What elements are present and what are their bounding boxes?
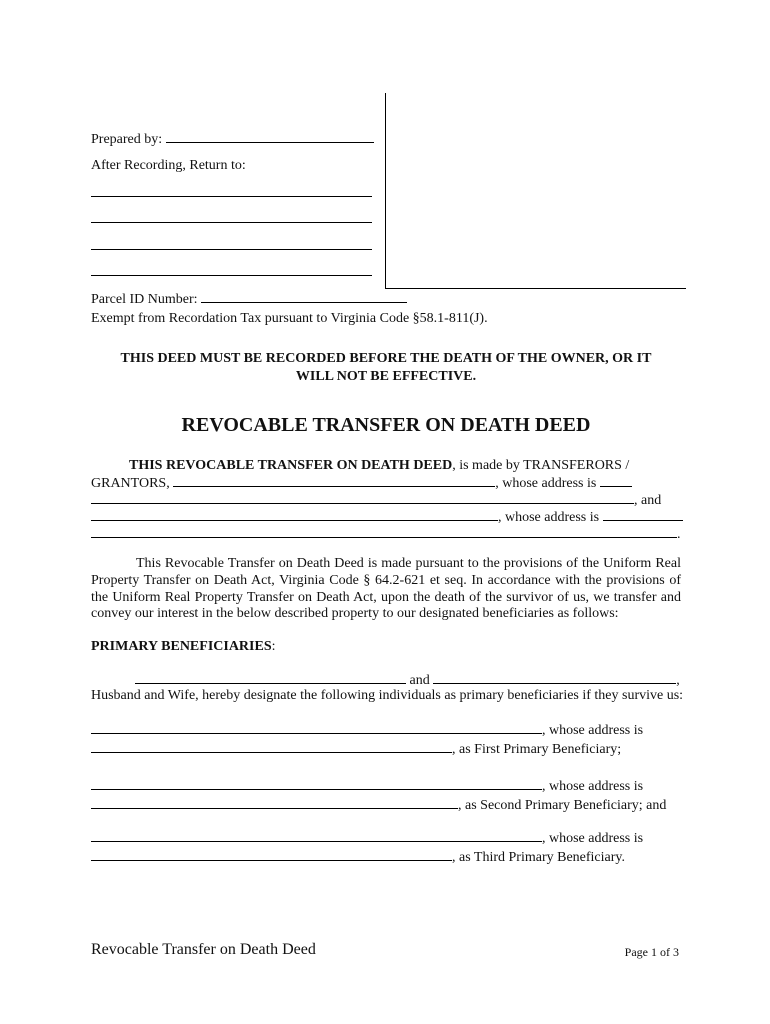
grantors-line-4 [91,508,683,526]
primary-beneficiaries-heading [91,638,276,655]
beneficiary-3-address-blank[interactable] [91,848,452,861]
beneficiary-2-role-line [91,796,666,814]
beneficiary-2-name-line [91,777,643,795]
grantors-and-text: , and [634,493,662,508]
grantors-line-5 [91,525,681,543]
parcel-id-label: Parcel ID Number: [91,292,198,307]
grantors-line-1 [129,457,629,474]
grantor-address-blank-1b[interactable] [91,491,634,504]
primary-heading-colon: : [271,639,276,654]
return-to-blank-3[interactable] [91,249,372,250]
beneficiary-3-name-blank[interactable] [91,829,542,842]
warning-line-1: THIS DEED MUST BE RECORDED BEFORE THE DEATH OF THE OWNER, OR IT [120,351,652,366]
return-to-label: After Recording, Return to: [91,158,246,173]
prepared-by-blank[interactable] [166,130,374,143]
grantor-address-blank-1a[interactable] [600,474,632,487]
statute-paragraph-text: This Revocable Transfer on Death Deed is made pursuant to the provisions of the Uniform Real Property Transfer on Death Act, Virginia Code § 64.2-621 et seq. In accordance with the provisions of the Uniform Real Property Transfer on Death Act, upon the death of the survivor of us, we transfer and convey our interest in the below described property to our designated beneficiaries as follows: [91,556,681,622]
grantors-label: GRANTORS, [91,476,170,491]
beneficiary-2-address-label: , whose address is [542,779,644,794]
beneficiary-3-name-line [91,829,643,847]
warning-line-2: WILL NOT BE EFFECTIVE. [295,369,477,384]
beneficiary-1-address-blank[interactable] [91,740,452,753]
return-to-blank-2[interactable] [91,222,372,223]
spouse-1-blank[interactable] [135,671,406,684]
spouses-comma: , [676,673,680,688]
grantor-address-label-2: , whose address is [498,510,600,525]
beneficiary-3-role-line [91,848,625,866]
footer-doc-name: Revocable Transfer on Death Deed [91,941,316,958]
grantor-address-blank-2a[interactable] [603,508,683,521]
footer-page-number: Page 1 of 3 [624,945,679,959]
spouses-and-text: and [409,673,430,688]
page-title: REVOCABLE TRANSFER ON DEATH DEED [181,414,591,436]
beneficiary-3-address-label: , whose address is [542,831,644,846]
parcel-id-blank[interactable] [201,290,407,303]
prepared-by-label: Prepared by: [91,132,163,147]
primary-heading-text: PRIMARY BENEFICIARIES [91,639,272,654]
recording-box-horizontal-rule [385,288,686,289]
beneficiary-2-name-blank[interactable] [91,777,542,790]
beneficiary-1-name-line [91,721,643,739]
prepared-by-line [91,130,374,148]
beneficiary-1-name-blank[interactable] [91,721,542,734]
beneficiary-2-role: , as Second Primary Beneficiary; and [458,798,667,813]
grantors-period: . [677,527,681,542]
beneficiary-1-role-line [91,740,621,758]
grantor-name-blank-2[interactable] [91,508,498,521]
return-to-blank-1[interactable] [91,196,372,197]
grantors-line-2 [91,474,632,492]
parcel-id-line [91,290,407,308]
recording-box-vertical-rule [385,93,386,289]
recording-warning [91,350,681,386]
exempt-text: Exempt from Recordation Tax pursuant to Virginia Code §58.1-811(J). [91,311,488,326]
return-to-blank-4[interactable] [91,275,372,276]
deed-name-bold: THIS REVOCABLE TRANSFER ON DEATH DEED [129,458,453,473]
grantor-address-blank-2b[interactable] [91,525,677,538]
beneficiary-2-address-blank[interactable] [91,796,458,809]
spouse-2-blank[interactable] [433,671,676,684]
grantor-address-label-1: , whose address is [495,476,597,491]
grantors-line-3 [91,491,661,509]
grantor-name-blank-1[interactable] [173,474,495,487]
beneficiary-1-role: , as First Primary Beneficiary; [452,742,622,757]
beneficiary-1-address-label: , whose address is [542,723,644,738]
designate-text: Husband and Wife, hereby designate the following individuals as primary beneficiaries if they survive us: [91,688,684,703]
made-by-text: , is made by TRANSFERORS / [452,458,630,473]
beneficiary-3-role: , as Third Primary Beneficiary. [452,850,626,865]
statute-paragraph [91,556,681,623]
